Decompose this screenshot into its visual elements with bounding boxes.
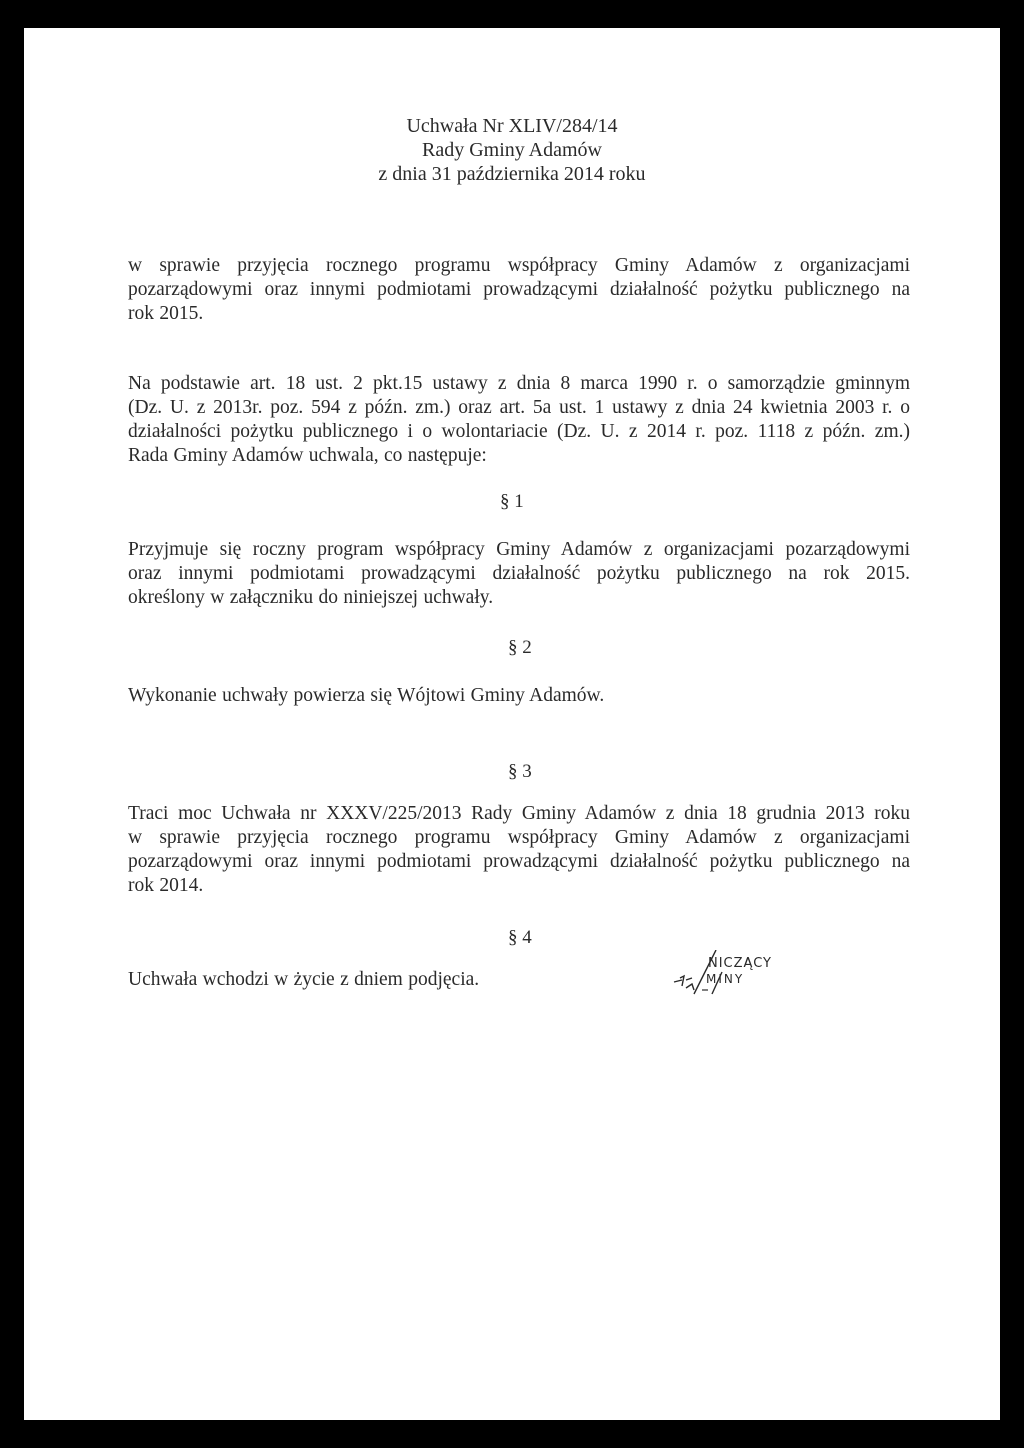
stamp-text-line2: MINY: [706, 972, 745, 986]
resolution-document: [24, 28, 1000, 1420]
section-1-line: oraz innymi podmiotami prowadzącymi działalność pożytku publicznego na rok 2015.: [128, 563, 910, 584]
section-3-paragraph: [128, 802, 910, 898]
legal-basis-line: (Dz. U. z 2013r. poz. 594 z późn. zm.) oraz art. 5a ust. 1 ustawy z dnia 24 kwietnia 2003 r. o: [128, 397, 910, 418]
section-mark-4: § 4: [508, 927, 532, 948]
section-4-line: Uchwała wchodzi w życie z dniem podjęcia.: [128, 969, 480, 990]
council-name: Rady Gminy Adamów: [422, 139, 602, 161]
subject-line: pozarządowymi oraz innymi podmiotami prowadzącymi działalność pożytku publicznego na: [128, 279, 910, 300]
subject-line: w sprawie przyjęcia rocznego programu współpracy Gminy Adamów z organizacjami: [128, 255, 910, 276]
section-2-line: Wykonanie uchwały powierza się Wójtowi Gminy Adamów.: [128, 685, 605, 706]
section-1-paragraph: [128, 538, 910, 610]
section-1-line: określony w załączniku do niniejszej uchwały.: [128, 587, 494, 608]
legal-basis-line: Rada Gminy Adamów uchwala, co następuje:: [128, 445, 487, 466]
resolution-number: Uchwała Nr XLIV/284/14: [406, 115, 618, 137]
legal-basis-line: Na podstawie art. 18 ust. 2 pkt.15 ustawy z dnia 8 marca 1990 r. o samorządzie gminnym: [128, 373, 910, 394]
section-2-paragraph: [128, 684, 910, 708]
resolution-date: z dnia 31 października 2014 roku: [378, 163, 646, 185]
stamp-text-line1: NICZĄCY: [708, 956, 772, 971]
section-3-line: pozarządowymi oraz innymi podmiotami prowadzącymi działalność pożytku publicznego na: [128, 851, 910, 872]
section-mark-1: § 1: [500, 491, 524, 512]
section-1-line: Przyjmuje się roczny program współpracy Gminy Adamów z organizacjami pozarządowymi: [128, 539, 910, 560]
legal-basis-line: działalności pożytku publicznego i o wolontariacie (Dz. U. z 2014 r. poz. 1118 z późn. zm.): [128, 421, 910, 442]
subject-paragraph: [128, 254, 910, 326]
section-3-line: Traci moc Uchwała nr XXXV/225/2013 Rady Gminy Adamów z dnia 18 grudnia 2013 roku: [128, 803, 910, 824]
section-mark-2: § 2: [508, 637, 532, 658]
section-3-line: rok 2014.: [128, 875, 204, 896]
chairman-stamp-signature: [672, 950, 902, 1000]
subject-line: rok 2015.: [128, 303, 204, 324]
legal-basis-paragraph: [128, 372, 910, 468]
section-mark-3: § 3: [508, 761, 532, 782]
section-3-line: w sprawie przyjęcia rocznego programu współpracy Gminy Adamów z organizacjami: [128, 827, 910, 848]
